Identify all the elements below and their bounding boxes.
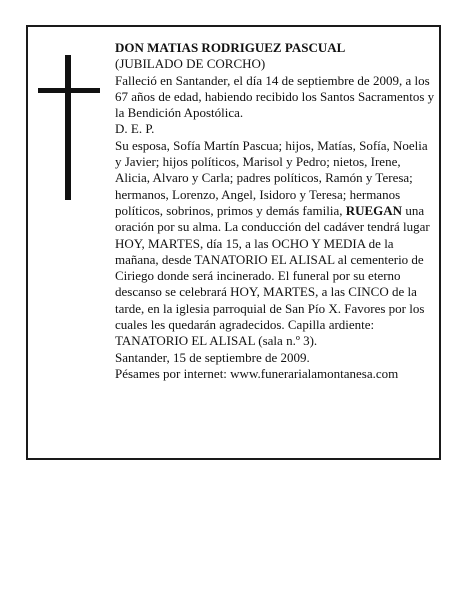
ceremony-details: una oración por su alma. La conducción del cadáver tendrá lugar HOY, MARTES, día 15, a las OCHO Y MEDIA de la mañana, desde TANATORIO EL ALISAL al cementerio de Ciriego donde será incinerado. El funeral por su eterno descanso se celebrará HOY, MARTES, a las CINCO de la tarde, en la iglesia parroquial de San Pío X. Favores por los cuales les quedarán agradecidos. Capilla ardiente: TANATORIO EL ALISAL (sala n.º 3). [115,202,430,349]
deceased-name: DON MATIAS RODRIGUEZ PASCUAL [115,40,346,55]
family-list: Su esposa, Sofía Martín Pascua; hijos, Matías, Sofía, Noelia y Javier; hijos políticos, Marisol y Pedro; nietos, Irene, Alicia, Alvaro y Carla; padres políticos, Ramón y Teresa; hermanos, Lorenzo, Angel, Isidoro y Teresa; hermanos políticos, sobrinos, primos y demás familia, [115,137,428,218]
place-date: Santander, 15 de septiembre de 2009. [115,349,310,365]
obituary-text [115,40,437,382]
dep-line: D. E. P. [115,121,155,137]
cross-vertical-bar [65,55,71,200]
obituary-frame [26,25,441,460]
deceased-occupation: (JUBILADO DE CORCHO) [115,56,266,72]
condolences-line: Pésames por internet: www.funerarialamontanesa.com [115,365,399,381]
ruegan-word: RUEGAN [345,202,403,218]
family-paragraph [115,138,437,350]
cross-icon [38,55,100,200]
cross-horizontal-bar [38,88,100,93]
death-announcement: Falleció en Santander, el día 14 de septiembre de 2009, a los 67 años de edad, habiendo recibido los Santos Sacramentos y la Bendición Apostólica. [115,72,435,121]
